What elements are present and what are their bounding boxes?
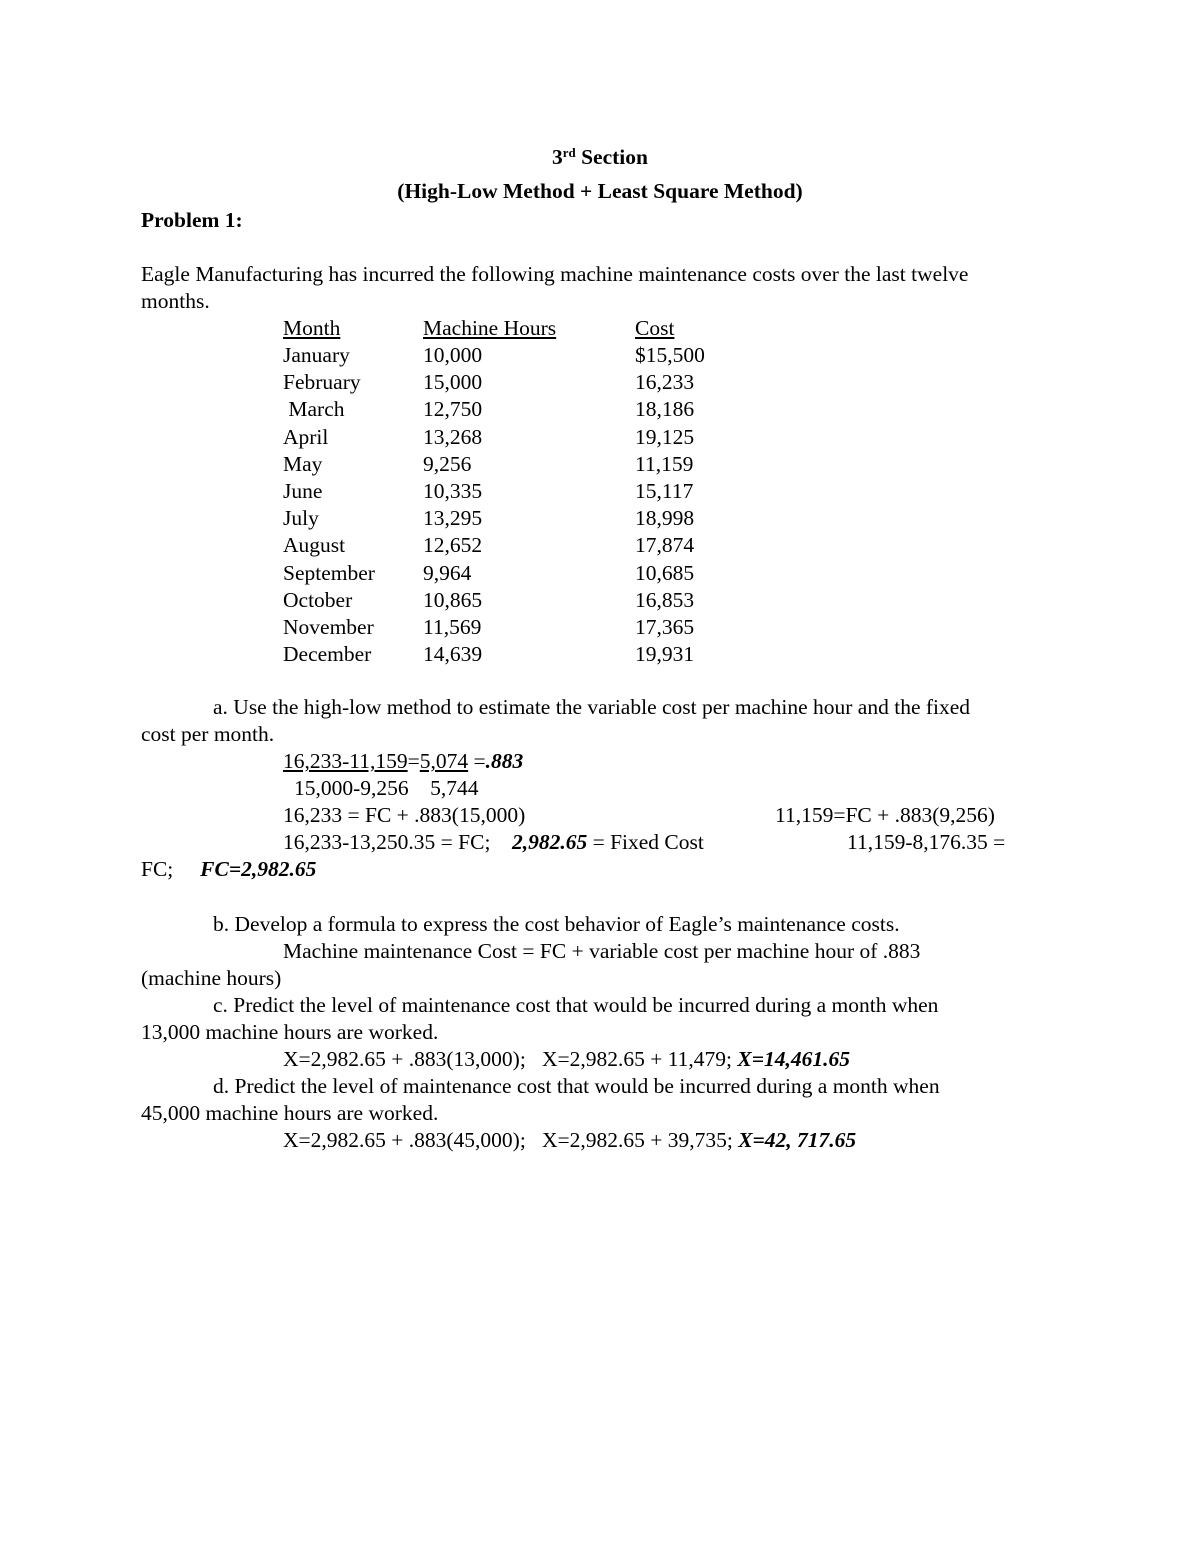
table-cell-cost: 18,186 — [635, 397, 695, 422]
table-cell-month: February — [283, 370, 361, 395]
intro-line-2: months. — [141, 289, 210, 313]
table-cell-month: November — [283, 615, 374, 639]
table-cell-machine-hours: 9,256 — [423, 451, 472, 476]
part-a-question-line-2: cost per month. — [141, 722, 275, 746]
part-d-question-line-2: 45,000 machine hours are worked. — [141, 1101, 439, 1125]
table-cell-month: January — [283, 343, 350, 367]
table-cell-cost: 10,685 — [635, 560, 695, 585]
table-cell-month: July — [283, 506, 319, 531]
table-cell-machine-hours: 11,569 — [423, 615, 482, 639]
table-cell-cost: 17,365 — [635, 615, 695, 639]
part-a-calc-3-right: 11,159=FC + .883(9,256) — [775, 803, 995, 827]
part-d-answer: X=2,982.65 + .883(45,000); X=2,982.65 + 39,735; X=42, 717.65 — [283, 1128, 857, 1152]
table-cell-cost: 17,874 — [635, 533, 695, 558]
section-title: 3rd Section — [552, 145, 648, 169]
part-a-calc-4-right: 11,159-8,176.35 = — [847, 830, 1006, 854]
table-header-cost: Cost — [635, 316, 675, 340]
intro-line-1: Eagle Manufacturing has incurred the following machine maintenance costs over the last twelve — [141, 262, 969, 286]
table-cell-machine-hours: 12,652 — [423, 533, 483, 558]
part-a-calc-4-left: 16,233-13,250.35 = FC; 2,982.65 = Fixed Cost — [283, 830, 704, 854]
part-b-answer-line-1: Machine maintenance Cost = FC + variable cost per machine hour of .883 — [283, 939, 921, 963]
table-cell-machine-hours: 13,295 — [423, 506, 483, 531]
table-cell-machine-hours: 9,964 — [423, 560, 472, 585]
part-a-calc-2: 15,000-9,256 5,744 — [294, 776, 479, 800]
table-cell-cost: $15,500 — [635, 343, 705, 367]
table-header-month: Month — [283, 316, 341, 340]
part-b-question: b. Develop a formula to express the cost behavior of Eagle’s maintenance costs. — [213, 912, 900, 936]
table-cell-cost: 19,125 — [635, 424, 695, 449]
table-cell-month: April — [283, 424, 329, 449]
table-cell-machine-hours: 10,865 — [423, 587, 483, 612]
part-d-question-line-1: d. Predict the level of maintenance cost that would be incurred during a month when — [213, 1074, 940, 1098]
table-cell-cost: 19,931 — [635, 642, 695, 667]
table-cell-machine-hours: 10,000 — [423, 343, 483, 367]
table-cell-cost: 18,998 — [635, 506, 695, 531]
part-a-calc-3-left: 16,233 = FC + .883(15,000) — [283, 803, 526, 827]
table-cell-machine-hours: 12,750 — [423, 397, 483, 422]
table-cell-month: August — [283, 533, 346, 558]
table-cell-month: September — [283, 560, 375, 585]
table-cell-month: May — [283, 451, 323, 476]
table-cell-cost: 11,159 — [635, 451, 694, 476]
table-cell-month: December — [283, 642, 372, 667]
section-subtitle: (High-Low Method + Least Square Method) — [397, 179, 803, 203]
part-a-calc-5: FC; FC=2,982.65 — [141, 857, 317, 881]
table-cell-cost: 16,853 — [635, 587, 695, 612]
part-c-question-line-1: c. Predict the level of maintenance cost that would be incurred during a month when — [213, 993, 939, 1017]
table-cell-cost: 15,117 — [635, 479, 694, 503]
part-a-question-line-1: a. Use the high-low method to estimate the variable cost per machine hour and the fixed — [213, 695, 971, 719]
table-cell-machine-hours: 15,000 — [423, 370, 483, 395]
table-cell-month: October — [283, 587, 353, 612]
table-header-machine-hours: Machine Hours — [423, 316, 557, 340]
problem-label: Problem 1: — [141, 208, 243, 232]
part-a-calc-1: 16,233-11,159=5,074 =.883 — [283, 749, 524, 773]
table-cell-month: March — [283, 397, 345, 422]
part-b-answer-line-2: (machine hours) — [141, 966, 282, 990]
table-cell-month: June — [283, 479, 323, 503]
table-cell-machine-hours: 13,268 — [423, 424, 483, 449]
table-cell-machine-hours: 10,335 — [423, 479, 483, 503]
part-c-answer: X=2,982.65 + .883(13,000); X=2,982.65 + 11,479; X=14,461.65 — [283, 1047, 850, 1071]
table-cell-cost: 16,233 — [635, 370, 695, 395]
part-c-question-line-2: 13,000 machine hours are worked. — [141, 1020, 439, 1044]
table-cell-machine-hours: 14,639 — [423, 642, 483, 667]
